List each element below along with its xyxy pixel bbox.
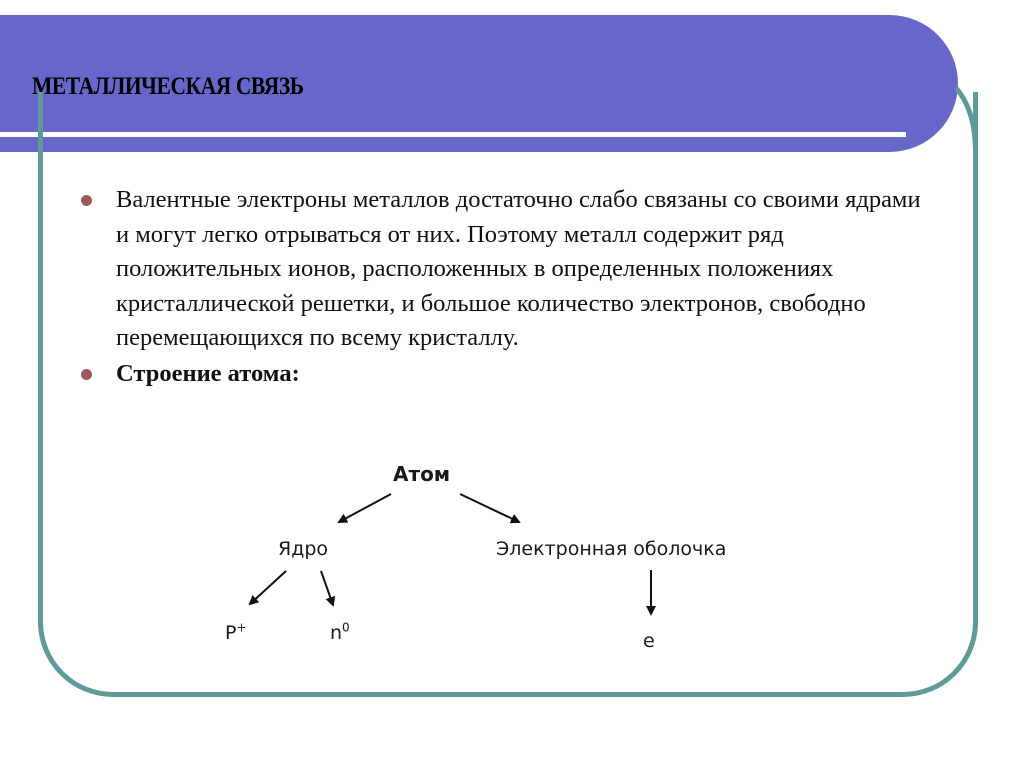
slide-body	[78, 183, 938, 391]
neutron-symbol: n	[330, 622, 343, 644]
bullet-item-atom-structure	[78, 357, 938, 392]
node-atom: Атом	[393, 462, 451, 486]
node-electron: e	[643, 630, 655, 652]
proton-symbol: P	[225, 622, 237, 644]
bullet-item-valence-electrons	[78, 183, 938, 356]
proton-charge: +	[236, 620, 247, 635]
node-electron-shell: Электронная оболочка	[496, 538, 727, 560]
bullet-text: Валентные электроны металлов достаточно слабо связаны со своими ядрами и могут легко отрываться от них. Поэтому металл содержит ряд положительных ионов, расположенных в определенных положениях кристаллической решетки, и большое количество электронов, свободно перемещающихся по всему кристаллу.	[116, 186, 921, 351]
bullet-icon	[81, 369, 92, 380]
slide-title: МЕТАЛЛИЧЕСКАЯ СВЯЗЬ	[32, 73, 304, 100]
node-nucleus: Ядро	[278, 538, 329, 560]
bullet-text: Строение атома:	[116, 359, 300, 387]
neutron-charge: 0	[342, 620, 350, 635]
bullet-icon	[81, 195, 92, 206]
